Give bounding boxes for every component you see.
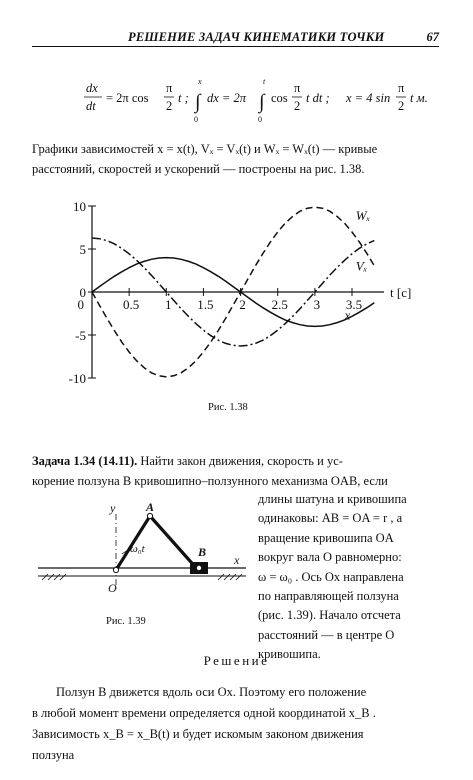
formula-two-3: 2: [398, 99, 405, 113]
task-cont-line: по направляющей ползуна: [258, 589, 399, 604]
mech-label-x: x: [234, 553, 240, 567]
intro-line-2: расстояний, скоростей и ускорений — построены на рис. 1.38.: [32, 162, 365, 176]
x-tick-label: 2.5: [271, 297, 288, 312]
y-tick-label: -5: [75, 328, 86, 343]
kinematics-formula: [80, 72, 440, 130]
series-label: Wₓ: [355, 207, 371, 223]
task-cont-line: кривошипа.: [258, 647, 321, 662]
formula-x-eq: x = 4 sin: [346, 91, 391, 105]
task-cont-line: вокруг вала O равномерно:: [258, 550, 402, 565]
int2-upper: t: [263, 77, 266, 86]
task-cont-line: (рис. 1.39). Начало отсчета: [258, 608, 401, 623]
x-tick-label: 1: [165, 297, 172, 312]
task-cont-line: вращение кривошипа OA: [258, 530, 394, 545]
solution-line: Ползун B движется вдоль оси Ox. Поэтому его положение: [56, 685, 367, 699]
mech-label-b: B: [198, 545, 207, 559]
formula-pi-2: π: [294, 81, 301, 95]
series-label: x: [344, 307, 351, 323]
formula-dx: dx: [86, 81, 98, 95]
task-title: Задача 1.34 (14.11).: [32, 454, 138, 468]
svg-text:∫: ∫: [195, 91, 201, 113]
task-lead: Найти закон движения, скорость и ус-: [137, 454, 343, 468]
solution-line: Зависимость x_B = x_B(t) и будет искомым законом движения: [32, 727, 364, 741]
formula-dt: dt: [86, 99, 96, 113]
figure-2-caption: Рис. 1.39: [106, 616, 146, 627]
x-tick-label: 1.5: [197, 297, 214, 312]
y-tick-label: 10: [73, 199, 86, 214]
running-title: РЕШЕНИЕ ЗАДАЧ КИНЕМАТИКИ ТОЧКИ: [128, 30, 385, 44]
x-tick-label: 3: [313, 297, 321, 312]
formula-pi-1: π: [166, 81, 173, 95]
solution-heading: Решение: [203, 653, 270, 668]
task-cont-line: одинаковы: AB = OA = r , а: [258, 511, 403, 526]
page-header: [32, 10, 439, 47]
x-tick-label: 3.5: [345, 297, 363, 312]
mech-label-o: O: [108, 581, 117, 595]
series-label: Vₓ: [355, 258, 368, 274]
intro-line-1: Графики зависимостей x = x(t), Vₓ = Vₓ(t) и Wₓ = Wₓ(t) — кривые: [32, 142, 378, 156]
crank-slider-mechanism-diagram: [38, 500, 246, 610]
formula-pi-3: π: [398, 81, 405, 95]
mech-label-omega: ω₀t: [130, 543, 145, 555]
formula-two-1: 2: [166, 99, 173, 113]
task-continuation: [258, 490, 440, 665]
svg-text:∫: ∫: [259, 91, 265, 113]
task-line-2: корение ползуна B кривошипно–ползунного механизма OAB, если: [32, 474, 388, 488]
formula-t: t ;: [178, 91, 189, 105]
solution-line: в любой момент времени определяется одной координатой x_B .: [32, 706, 376, 720]
solution-line: ползуна: [32, 748, 75, 762]
int1-body: dx = 2π: [207, 91, 246, 105]
solution-text: [32, 682, 440, 766]
task-statement: [32, 451, 440, 491]
mech-label-y: y: [110, 501, 116, 515]
formula-two-2: 2: [294, 99, 301, 113]
formula-tdt: t dt ;: [306, 91, 330, 105]
x-tick-label: 0.5: [123, 297, 140, 312]
x-axis-label: t [c]: [390, 285, 412, 300]
int1-lower: 0: [194, 115, 198, 124]
task-cont-line: длины шатуна и кривошипа: [258, 492, 407, 506]
figure-1-caption: Рис. 1.38: [208, 402, 248, 413]
formula-eq: = 2π cos: [106, 91, 149, 105]
x-tick-label: 0: [77, 297, 84, 312]
formula-cos: cos: [271, 91, 288, 105]
task-cont-line: ω = ω₀ . Ось Ox направлена: [258, 569, 404, 584]
y-tick-label: -10: [68, 371, 86, 386]
int1-upper: x: [198, 77, 202, 86]
task-cont-line: расстояний — в центре O: [258, 627, 395, 642]
formula-tm: t м.: [410, 91, 428, 105]
y-tick-label: 0: [79, 285, 86, 300]
x-tick-label: 2: [239, 297, 246, 312]
graph-x-v-w: [56, 198, 416, 390]
int2-lower: 0: [258, 115, 262, 124]
mech-label-a: A: [146, 500, 155, 514]
y-tick-label: 5: [79, 242, 86, 257]
page-number: 67: [426, 30, 439, 44]
